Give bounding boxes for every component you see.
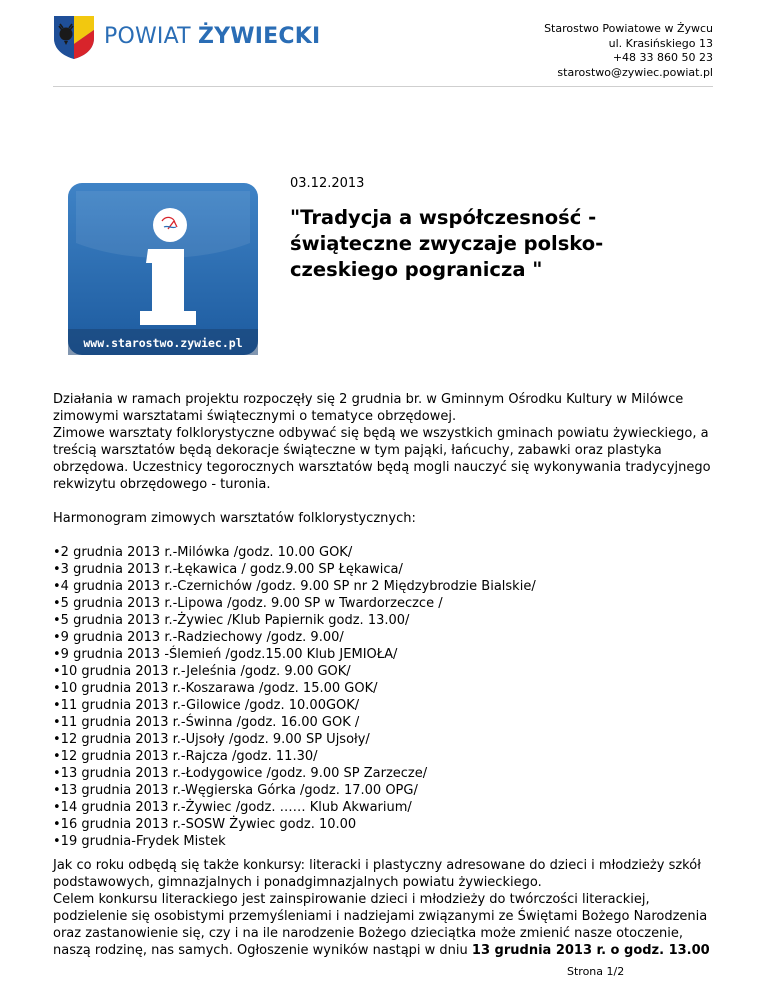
- schedule-item: • 12 grudnia 2013 r.-Rajcza /godz. 11.30/: [53, 748, 718, 765]
- header-divider: [53, 86, 713, 87]
- intro-paragraph: Działania w ramach projektu rozpoczęły się 2 grudnia br. w Gminnym Ośrodku Kultury w Milówce zimowymi warsztatami świątecznymi o tematyce obrzędowej.: [53, 392, 684, 424]
- contest-paragraph: [53, 891, 718, 959]
- schedule-list: [53, 544, 718, 850]
- contest-paragraph: Jak co roku odbędą się także konkursy: literacki i plastyczny adresowane do dzieci i młodzieży szkół podstawowych, gimnazjalnych i ponadgimnazjalnych powiatu żywieckiego.: [53, 858, 701, 890]
- intro-section: [53, 391, 718, 493]
- schedule-item: • 19 grudnia-Frydek Mistek: [53, 833, 718, 850]
- coat-of-arms-icon: [52, 14, 96, 60]
- schedule-heading: Harmonogram zimowych warsztatów folklorystycznych:: [53, 511, 416, 526]
- schedule-item: • 5 grudnia 2013 r.-Żywiec /Klub Papiernik godz. 13.00/: [53, 612, 718, 629]
- info-image: [68, 183, 258, 355]
- page-number: Strona 1/2: [567, 965, 625, 978]
- page-header: [0, 0, 768, 90]
- contact-block: [544, 22, 713, 80]
- schedule-item: • 9 grudnia 2013 -Ślemień /godz.15.00 Klub JEMIOŁA/: [53, 646, 718, 663]
- office-phone: +48 33 860 50 23: [612, 51, 713, 64]
- schedule-item: • 12 grudnia 2013 r.-Ujsoły /godz. 9.00 SP Ujsoły/: [53, 731, 718, 748]
- contest-section: [53, 857, 718, 959]
- logo-word-zywiecki: ŻYWIECKI: [198, 24, 321, 49]
- office-name: Starostwo Powiatowe w Żywcu: [544, 22, 713, 35]
- schedule-item: • 11 grudnia 2013 r.-Świnna /godz. 16.00 GOK /: [53, 714, 718, 731]
- image-caption: www.starostwo.zywiec.pl: [83, 336, 243, 350]
- schedule-item: • 3 grudnia 2013 r.-Łękawica / godz.9.00 SP Łękawica/: [53, 561, 718, 578]
- logo-wordmark: [104, 26, 320, 48]
- results-date: 13 grudnia 2013 r. o godz. 13.00: [471, 943, 710, 958]
- schedule-item: • 11 grudnia 2013 r.-Gilowice /godz. 10.00GOK/: [53, 697, 718, 714]
- article-title: "Tradycja a współczesność - świąteczne zwyczaje polsko-czeskiego pogranicza ": [290, 206, 604, 281]
- schedule-item: • 13 grudnia 2013 r.-Węgierska Górka /godz. 17.00 OPG/: [53, 782, 718, 799]
- schedule-item: • 9 grudnia 2013 r.-Radziechowy /godz. 9.00/: [53, 629, 718, 646]
- schedule-item: • 16 grudnia 2013 r.-SOSW Żywiec godz. 10.00: [53, 816, 718, 833]
- article-body: [53, 391, 718, 959]
- schedule-item: • 4 grudnia 2013 r.-Czernichów /godz. 9.00 SP nr 2 Międzybrodzie Bialskie/: [53, 578, 718, 595]
- contest-text: Celem konkursu literackiego jest zainspirowanie dzieci i młodzieży do twórczości literackiej, podzielenie się osobistymi przemyśleniami i nadziejami związanymi ze Świętami Bożego Narodzenia oraz zastanowienie się, czy i na ile narodzenie Bożego dzieciątka może zmienić nasze otoczenie, naszą rodzinę, nas samych. Ogłoszenie wyników nastąpi w dniu: [53, 892, 708, 958]
- schedule-item: • 2 grudnia 2013 r.-Milówka /godz. 10.00 GOK/: [53, 544, 718, 561]
- office-email[interactable]: starostwo@zywiec.powiat.pl: [557, 65, 713, 79]
- schedule-item: • 10 grudnia 2013 r.-Jeleśnia /godz. 9.00 GOK/: [53, 663, 718, 680]
- schedule-item: • 13 grudnia 2013 r.-Łodygowice /godz. 9.00 SP Zarzecze/: [53, 765, 718, 782]
- schedule-item: • 10 grudnia 2013 r.-Koszarawa /godz. 15.00 GOK/: [53, 680, 718, 697]
- schedule-item: • 14 grudnia 2013 r.-Żywiec /godz. …… Klub Akwarium/: [53, 799, 718, 816]
- intro-paragraph: Zimowe warsztaty folklorystyczne odbywać się będą we wszystkich gminach powiatu żywieckiego, a treścią warsztatów będą dekoracje świąteczne w tym pająki, łańcuchy, zabawki oraz plastyka obrzędowa. Uczestnicy tegorocznych warsztatów będą mogli nauczyć się wykonywania tradycyjnego rekwizytu obrzędowego - turonia.: [53, 426, 711, 492]
- logo-word-powiat: POWIAT: [104, 24, 191, 49]
- office-address: ul. Krasińskiego 13: [608, 36, 713, 50]
- powiat-logo[interactable]: [52, 14, 320, 60]
- article-date: 03.12.2013: [290, 176, 365, 191]
- schedule-item: • 5 grudnia 2013 r.-Lipowa /godz. 9.00 SP w Twardorzeczce /: [53, 595, 718, 612]
